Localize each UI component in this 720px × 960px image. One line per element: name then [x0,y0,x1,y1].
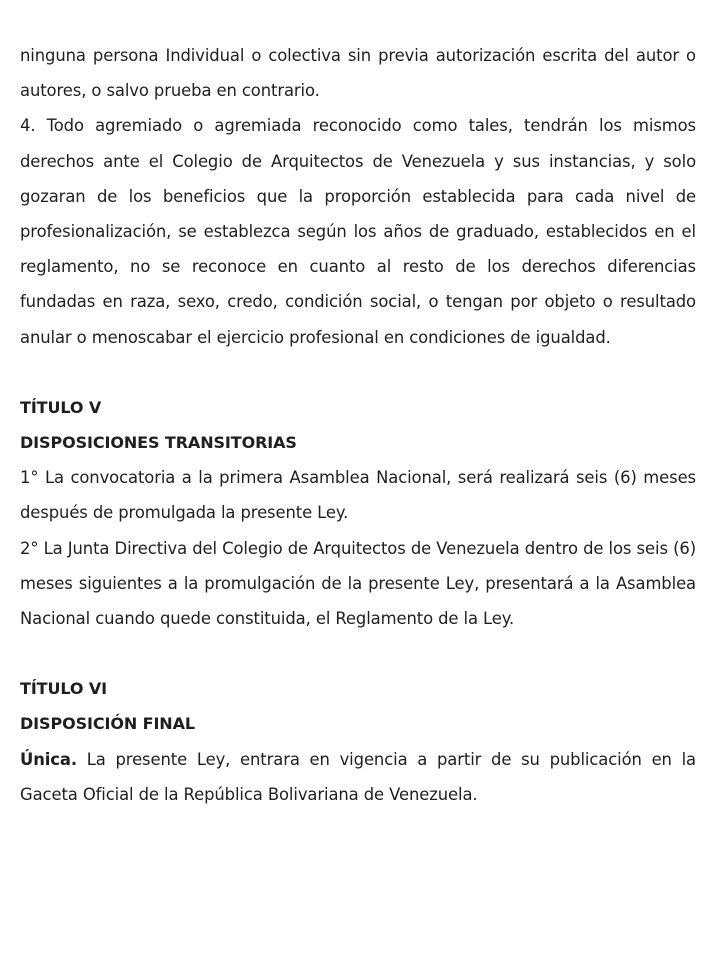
spacer [20,355,696,390]
final-heading: DISPOSICIÓN FINAL [20,714,195,734]
article-item-4: 4. Todo agremiado o agremiada reconocido como tales, tendrán los mismos derechos ante el Colegio de Arquitectos de Venezuela y sus instancias, y solo gozaran de los beneficios que la proporción establecida para cada nivel de profesionalización, se establezca según los años de graduado, establecidos en el reglamento, no se reconoce en cuanto al resto de los derechos diferencias fundadas en raza, sexo, credo, condición social, o tengan por objeto o resultado anular o menoscabar el ejercicio profesional en condiciones de igualdad. [20,116,696,347]
document-page [20,38,696,812]
unica-text: La presente Ley, entrara en vigencia a partir de su publicación en la Gaceta Oficial de la República Bolivariana de Venezuela. [20,749,696,804]
unica-label: Única. [20,749,77,769]
continuation-paragraph: ninguna persona Individual o colectiva sin previa autorización escrita del autor o autores, o salvo prueba en contrario. [20,46,696,101]
unica-paragraph [20,742,696,812]
transitorias-heading: DISPOSICIONES TRANSITORIAS [20,433,297,453]
transitoria-item-2: 2° La Junta Directiva del Colegio de Arquitectos de Venezuela dentro de los seis (6) meses siguientes a la promulgación de la presente Ley, presentará a la Asamblea Nacional cuando quede constituida, el Reglamento de la Ley. [20,538,696,629]
transitoria-item-1: 1° La convocatoria a la primera Asamblea Nacional, será realizará seis (6) meses después de promulgada la presente Ley. [20,468,696,523]
titulo-v-label: TÍTULO V [20,397,102,417]
titulo-vi-label: TÍTULO VI [20,679,108,699]
spacer [20,636,696,671]
